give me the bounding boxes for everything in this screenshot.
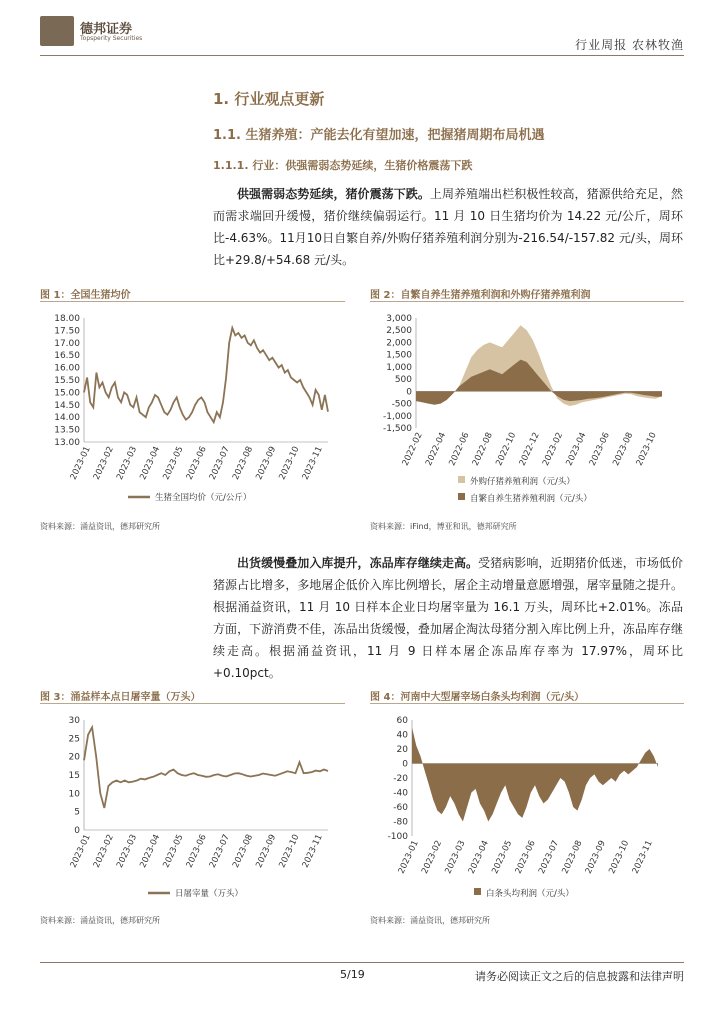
- report-type: 行业周报 农林牧渔: [575, 38, 684, 52]
- x-tick-label: 2023-01: [68, 833, 93, 870]
- logo-subtext: Topsperity Securities: [80, 35, 143, 42]
- figure-3-chart: [40, 706, 345, 906]
- footer-divider: [40, 962, 684, 963]
- y-tick-label: 15: [68, 771, 80, 781]
- legend-swatch: [458, 493, 465, 500]
- x-tick-label: 2023-08: [611, 431, 636, 468]
- logo-icon: [40, 16, 74, 46]
- figure-4-chart: [370, 706, 684, 906]
- x-tick-label: 2023-08: [231, 445, 256, 482]
- x-tick-label: 2023-10: [607, 839, 632, 876]
- y-tick-label: 2,500: [386, 326, 412, 337]
- legend-label: 生猪全国均价（元/公斤）: [155, 493, 252, 503]
- figure-1-rule: [40, 301, 345, 302]
- header-divider: [40, 55, 684, 56]
- y-tick-label: 1,500: [386, 350, 412, 361]
- legend-label: 外购仔猪养殖利润（元/头）: [470, 477, 575, 487]
- x-tick-label: 2023-09: [254, 833, 279, 870]
- paragraph-1-body: 上周养殖端出栏积极性较高，猪源供给充足，然而需求端回升缓慢，猪价继续偏弱运行。11 月 10 日生猪均价为 14.22 元/公斤，周环比-4.63%。11月10日自繁自养/外购仔猪养殖利润分别为-216.54/-157.82 元/头，周环比+29.8/+54.68 元/头。: [213, 187, 683, 267]
- x-tick-label: 2023-04: [138, 445, 163, 482]
- x-tick-label: 2023-02: [91, 445, 116, 482]
- x-tick-label: 2022-04: [424, 431, 449, 468]
- x-tick-label: 2023-05: [490, 839, 515, 876]
- series-line-0: [84, 727, 328, 808]
- series-area-0: [416, 325, 662, 406]
- x-tick-label: 2023-09: [583, 839, 608, 876]
- y-tick-label: 30: [68, 716, 80, 726]
- y-tick-label: 25: [68, 734, 80, 745]
- disclaimer: 请务必阅读正文之后的信息披露和法律声明: [475, 970, 684, 983]
- x-tick-label: 2023-02: [91, 833, 116, 870]
- figure-1-source: 资料来源：涌益资讯，德邦研究所: [40, 522, 160, 531]
- x-tick-label: 2023-04: [564, 431, 589, 468]
- figure-2-chart: [370, 304, 684, 514]
- x-tick-label: 2023-11: [300, 833, 325, 870]
- y-tick-label: -40: [393, 788, 408, 799]
- legend-label: 日屠宰量（万头）: [175, 889, 244, 899]
- y-tick-label: 20: [68, 752, 80, 763]
- x-tick-label: 2023-10: [277, 445, 302, 482]
- y-tick-label: 0: [406, 387, 412, 398]
- x-tick-label: 2023-03: [115, 445, 140, 482]
- x-tick-label: 2023-04: [138, 833, 163, 870]
- x-tick-label: 2023-03: [443, 839, 468, 876]
- x-tick-label: 2023-06: [587, 431, 612, 468]
- y-tick-label: 10: [68, 789, 80, 800]
- x-tick-label: 2022-12: [517, 431, 542, 468]
- series-line-0: [84, 328, 328, 422]
- x-tick-label: 2023-02: [420, 839, 445, 876]
- x-tick-label: 2022-02: [400, 431, 425, 468]
- x-tick-label: 2023-11: [630, 839, 655, 876]
- y-tick-label: 15.00: [54, 388, 80, 399]
- y-tick-label: 15.50: [54, 376, 80, 386]
- y-tick-label: -60: [393, 803, 408, 813]
- x-tick-label: 2023-06: [184, 833, 209, 870]
- y-tick-label: 18.00: [54, 314, 80, 324]
- x-tick-label: 2023-09: [254, 445, 279, 482]
- y-tick-label: 17.00: [54, 338, 80, 349]
- legend-label: 白条头均利润（元/头）: [486, 889, 574, 899]
- y-tick-label: 60: [396, 716, 408, 726]
- figure-4-caption: 图 4：河南中大型屠宰场白条头均利润（元/头）: [370, 692, 585, 703]
- y-tick-label: 5: [74, 807, 80, 818]
- y-tick-label: 500: [394, 375, 412, 386]
- y-tick-label: 20: [396, 745, 408, 755]
- paragraph-2: [213, 552, 683, 684]
- y-tick-label: 13.50: [54, 425, 80, 436]
- page-number: 5/19: [340, 968, 365, 981]
- figure-3-caption: 图 3：涌益样本点日屠宰量（万头）: [40, 692, 201, 703]
- paragraph-2-body: 受猪病影响，近期猪价低迷，市场低价猪源占比增多，多地屠企低价入库比例增长，屠企主动增量意愿增强，屠宰量随之提升。根据涌益资讯，11 月 10 日样本企业日均屠宰量为 16.1 万头，周环比+2.01%。冻品方面，下游消费不佳，冻品出货缓慢，叠加屠企淘汰母猪分割入库比例上升，冻品库存继续走高。根据涌益资讯，11 月 9 日样本屠企冻品库存率为 17.97%，周环比+0.10pct。: [213, 556, 683, 680]
- x-tick-label: 2023-07: [207, 833, 232, 870]
- legend-swatch: [474, 888, 481, 895]
- legend-label: 自繁自养生猪养殖利润（元/头）: [470, 494, 592, 504]
- x-tick-label: 2023-06: [184, 445, 209, 482]
- section-heading-2: 1.1. 生猪养殖：产能去化有望加速，把握猪周期布局机遇: [213, 128, 545, 143]
- y-tick-label: -1,000: [382, 411, 412, 422]
- figure-4-rule: [370, 703, 684, 704]
- y-tick-label: 14.50: [54, 400, 80, 411]
- x-tick-label: 2023-07: [207, 445, 232, 482]
- x-tick-label: 2023-08: [560, 839, 585, 876]
- y-tick-label: 13.00: [54, 438, 80, 448]
- y-tick-label: 0: [74, 826, 80, 836]
- figure-1-chart: [40, 304, 345, 514]
- x-tick-label: 2023-05: [161, 445, 186, 482]
- y-tick-label: -20: [393, 774, 408, 784]
- section-heading-1: 1. 行业观点更新: [213, 90, 325, 108]
- y-tick-label: 16.00: [54, 363, 80, 374]
- figure-2-caption: 图 2：自繁自养生猪养殖利润和外购仔猪养殖利润: [370, 290, 591, 301]
- figure-3-rule: [40, 703, 345, 704]
- legend-swatch: [458, 476, 465, 483]
- x-tick-label: 2022-06: [447, 431, 472, 468]
- series-area-0: [412, 727, 658, 821]
- figure-2-source: 资料来源：iFind，博亚和讯，德邦研究所: [370, 522, 517, 531]
- logo-text: 德邦证券: [80, 22, 133, 37]
- x-tick-label: 2022-08: [470, 431, 495, 468]
- x-tick-label: 2023-01: [396, 839, 421, 876]
- section-heading-3: 1.1.1. 行业：供强需弱态势延续，生猪价格震荡下跌: [213, 159, 473, 172]
- x-tick-label: 2023-01: [68, 445, 93, 482]
- y-tick-label: 0: [402, 759, 408, 770]
- y-tick-label: 14.00: [54, 413, 80, 424]
- x-tick-label: 2023-02: [541, 431, 566, 468]
- y-tick-label: 16.50: [54, 351, 80, 362]
- x-tick-label: 2023-07: [537, 839, 562, 876]
- figure-2-rule: [370, 301, 684, 302]
- y-tick-label: 40: [396, 730, 408, 741]
- x-tick-label: 2023-05: [161, 833, 186, 870]
- paragraph-2-lead: 出货缓慢叠加入库提升，冻品库存继续走高。: [237, 556, 479, 570]
- figure-1-caption: 图 1：全国生猪均价: [40, 290, 131, 301]
- x-tick-label: 2023-10: [634, 431, 659, 468]
- y-tick-label: -80: [393, 817, 408, 828]
- y-tick-label: -500: [391, 399, 412, 410]
- x-tick-label: 2023-10: [277, 833, 302, 870]
- y-tick-label: -1,500: [382, 424, 412, 434]
- y-tick-label: 17.50: [54, 326, 80, 337]
- y-tick-label: 2,000: [386, 338, 412, 349]
- x-tick-label: 2023-03: [115, 833, 140, 870]
- y-tick-label: 1,000: [386, 362, 412, 373]
- x-tick-label: 2023-11: [300, 445, 325, 482]
- x-tick-label: 2023-04: [466, 839, 491, 876]
- y-tick-label: 3,000: [386, 314, 412, 324]
- figure-3-source: 资料来源：涌益资讯，德邦研究所: [40, 916, 160, 925]
- paragraph-1-lead: 供强需弱态势延续，猪价震荡下跌。: [237, 187, 430, 201]
- y-tick-label: -100: [387, 832, 408, 842]
- paragraph-1: [213, 183, 683, 271]
- figure-4-source: 资料来源：涌益资讯，德邦研究所: [370, 916, 490, 925]
- x-tick-label: 2023-06: [513, 839, 538, 876]
- x-tick-label: 2022-10: [494, 431, 519, 468]
- x-tick-label: 2023-08: [231, 833, 256, 870]
